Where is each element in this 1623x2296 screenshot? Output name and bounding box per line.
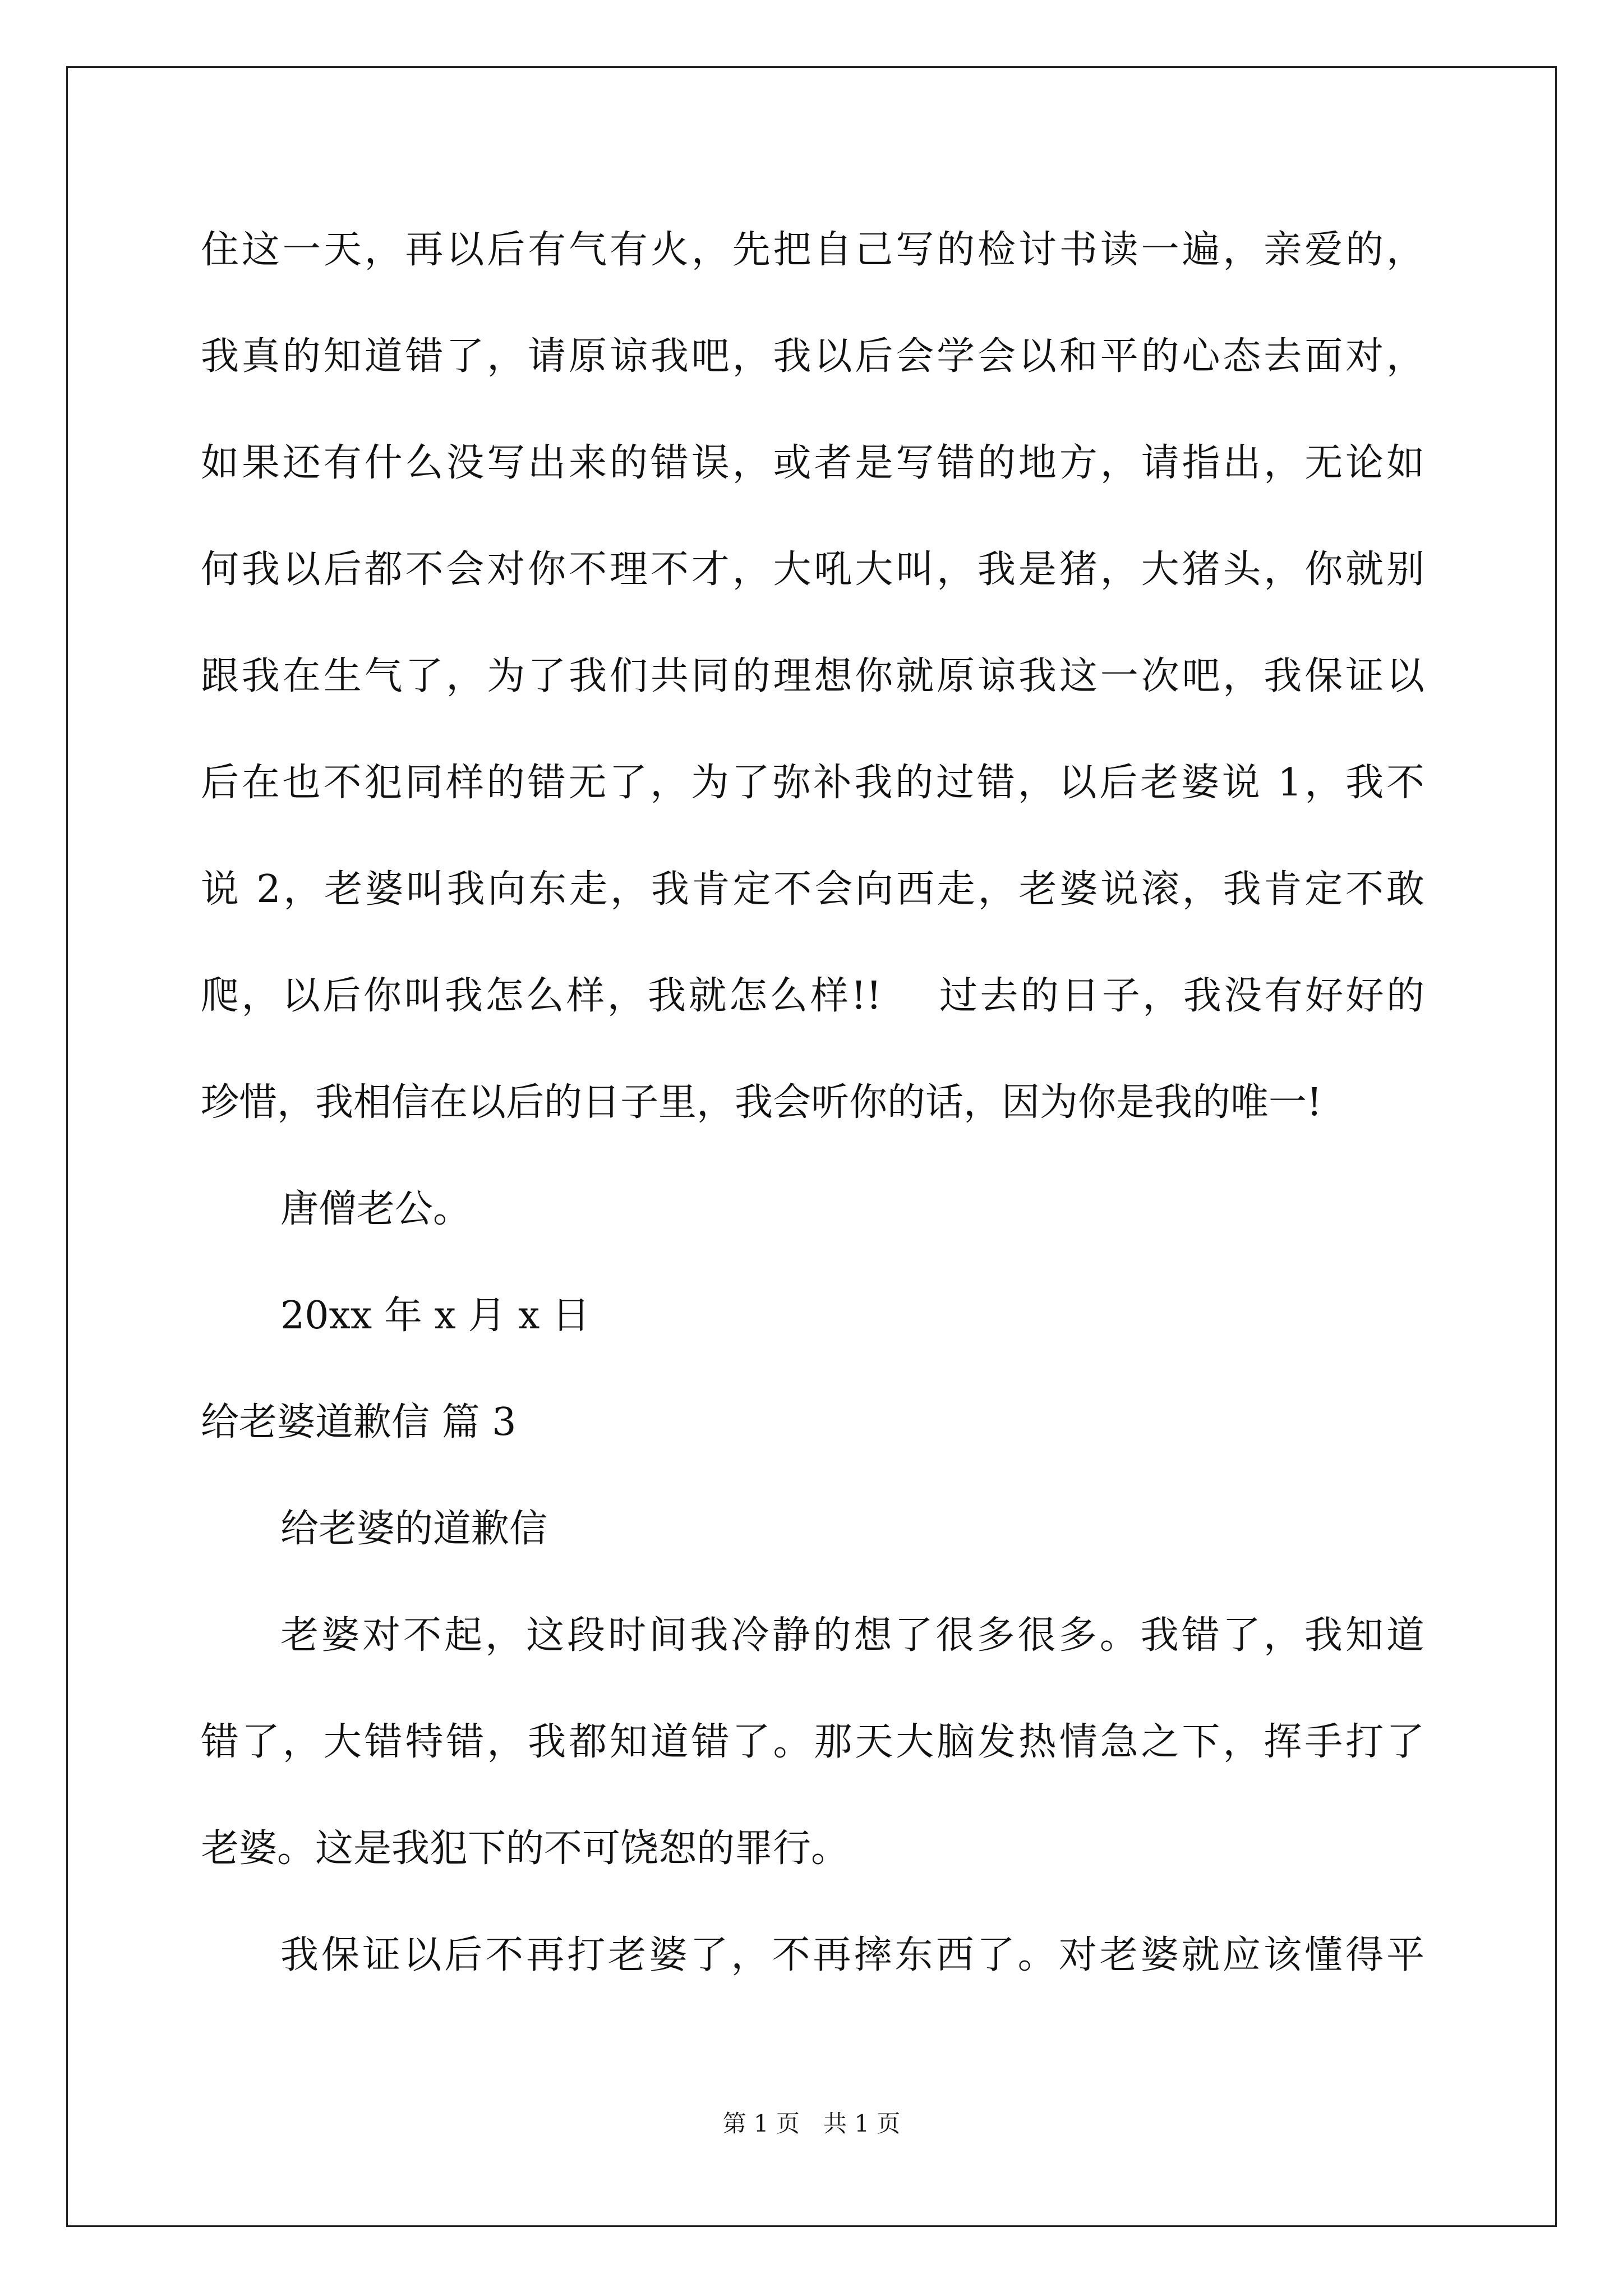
para2-line-3: 老婆。这是我犯下的不可饶恕的罪行。 xyxy=(201,1826,850,1871)
para3-line-1: 我保证以后不再打老婆了，不再摔东西了。对老婆就应该懂得平 xyxy=(280,1933,1424,1977)
body-line-2: 我真的知道错了，请原谅我吧，我以后会学会以和平的心态去面对， xyxy=(201,334,1424,379)
body-line-4: 何我以后都不会对你不理不才，大吼大叫，我是猪，大猪头，你就别 xyxy=(201,547,1424,592)
body-line-3: 如果还有什么没写出来的错误，或者是写错的地方，请指出，无论如 xyxy=(201,441,1424,485)
body-line-6: 后在也不犯同样的错无了，为了弥补我的过错，以后老婆说 1，我不 xyxy=(201,761,1424,805)
page-number-footer: 第 1 页 共 1 页 xyxy=(722,2110,901,2137)
letter-date: 20xx 年 x 月 x 日 xyxy=(280,1294,591,1338)
section-title: 给老婆道歉信 篇 3 xyxy=(201,1400,517,1444)
letter-title: 给老婆的道歉信 xyxy=(280,1507,548,1551)
body-line-9: 珍惜，我相信在以后的日子里，我会听你的话，因为你是我的唯一! xyxy=(201,1080,1322,1125)
page-border xyxy=(66,66,1557,2227)
body-line-5: 跟我在生气了，为了我们共同的理想你就原谅我这一次吧，我保证以 xyxy=(201,654,1424,698)
body-line-1: 住这一天，再以后有气有火，先把自己写的检讨书读一遍，亲爱的， xyxy=(201,228,1424,272)
body-line-7: 说 2，老婆叫我向东走，我肯定不会向西走，老婆说滚，我肯定不敢 xyxy=(201,867,1424,912)
para2-line-1: 老婆对不起，这段时间我冷静的想了很多很多。我错了，我知道 xyxy=(280,1613,1424,1658)
body-line-8: 爬，以后你叫我怎么样，我就怎么样!! 过去的日子，我没有好好的 xyxy=(201,974,1424,1018)
para2-line-2: 错了，大错特错，我都知道错了。那天大脑发热情急之下，挥手打了 xyxy=(201,1720,1424,1764)
signature: 唐僧老公。 xyxy=(280,1187,472,1231)
